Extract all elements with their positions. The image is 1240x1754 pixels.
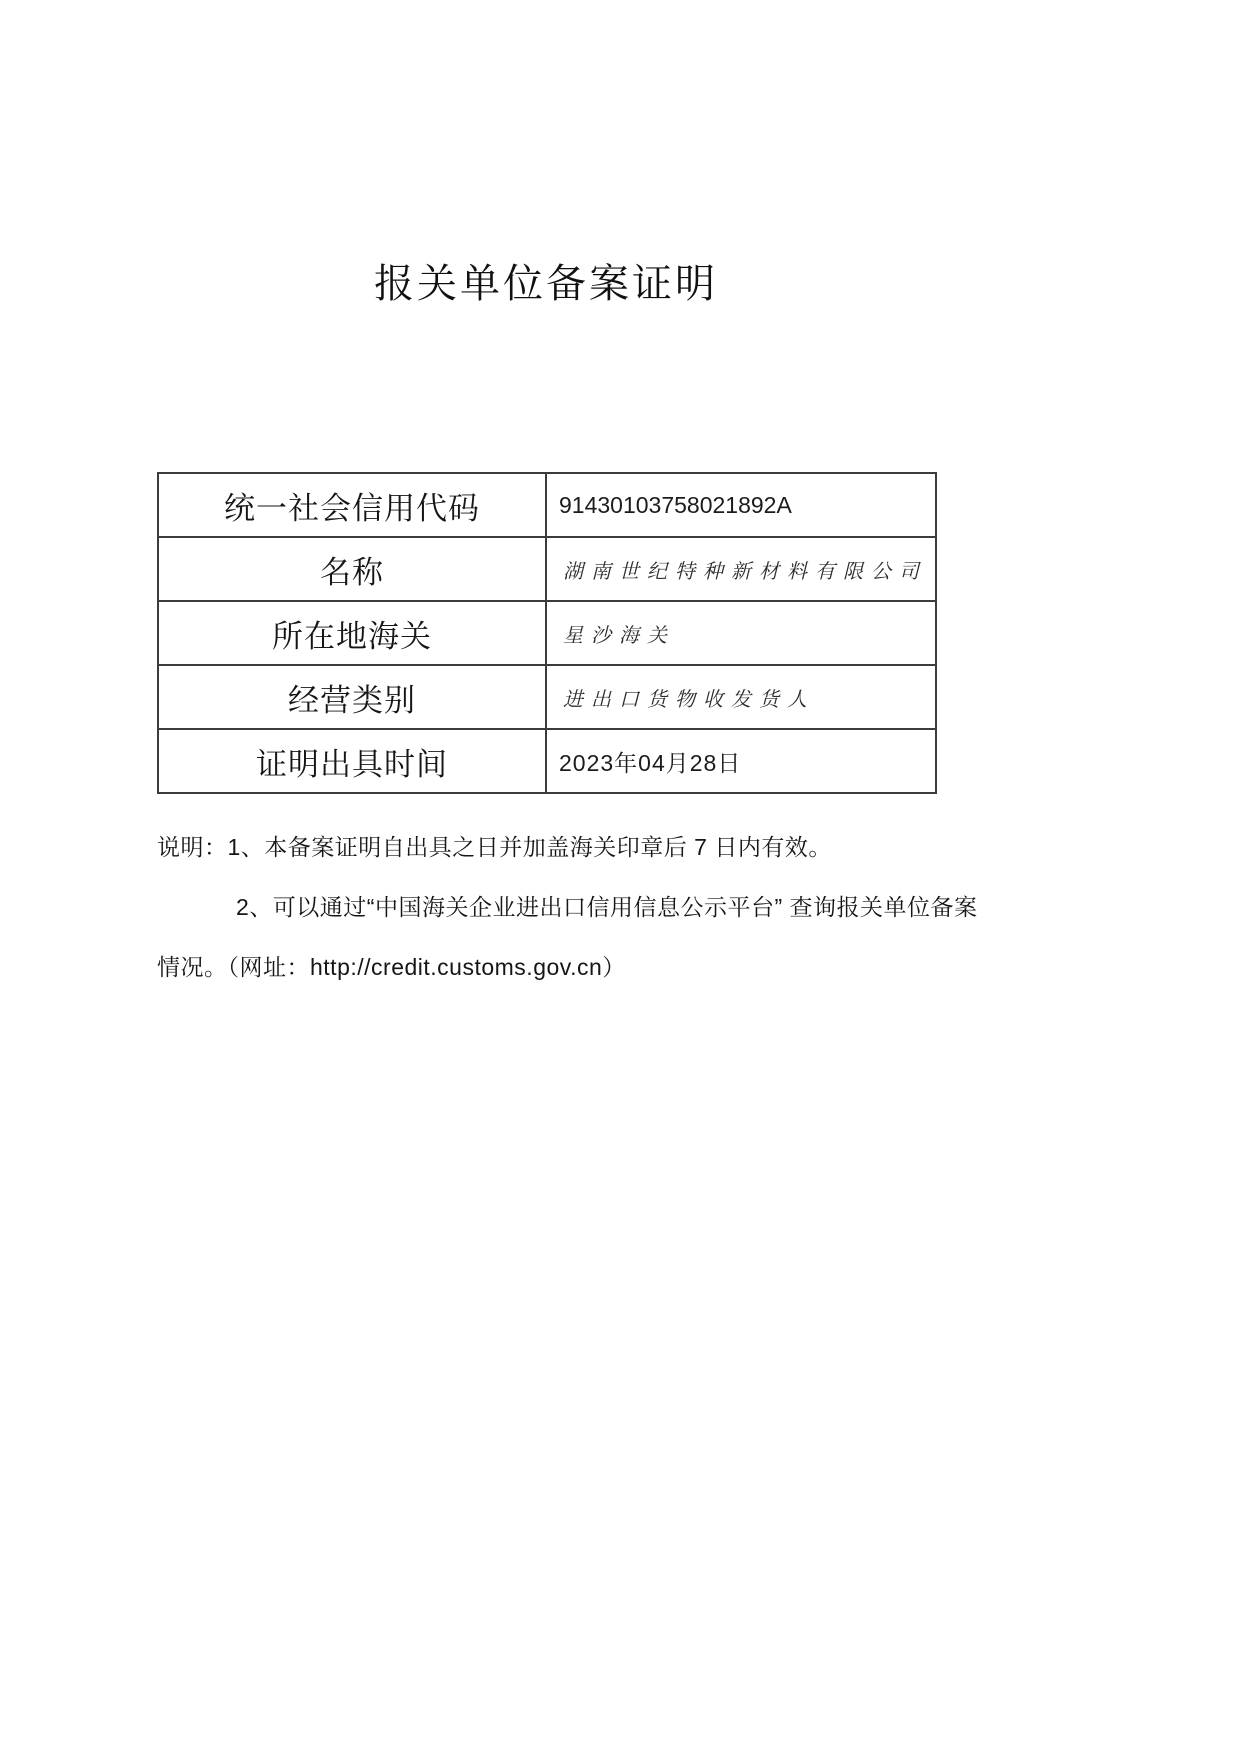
field-label-issue-date: 证明出具时间 bbox=[158, 729, 546, 793]
note-line-validity: 说明：1、本备案证明自出具之日并加盖海关印章后 7 日内有效。 bbox=[157, 834, 832, 860]
note-line-platform: 2、可以通过“中国海关企业进出口信用信息公示平台” 查询报关单位备案 bbox=[236, 894, 978, 920]
table-row-customs-location bbox=[158, 601, 936, 665]
field-label-customs-location: 所在地海关 bbox=[158, 601, 546, 665]
document-title: 报关单位备案证明 bbox=[374, 262, 718, 306]
table-row-credit-code bbox=[158, 473, 936, 537]
field-value-business-category: 进出口货物收发货人 bbox=[546, 665, 936, 729]
note-line-url: 情况。（网址：http://credit.customs.gov.cn） bbox=[157, 954, 626, 980]
field-value-issue-date: 2023年04月28日 bbox=[546, 729, 936, 793]
field-label-name: 名称 bbox=[158, 537, 546, 601]
field-value-credit-code: 91430103758021892A bbox=[546, 473, 936, 537]
registration-table bbox=[157, 472, 937, 794]
table-row-business-category bbox=[158, 665, 936, 729]
table-row-name bbox=[158, 537, 936, 601]
field-label-business-category: 经营类别 bbox=[158, 665, 546, 729]
field-value-customs-location: 星沙海关 bbox=[546, 601, 936, 665]
table-row-issue-date bbox=[158, 729, 936, 793]
field-label-credit-code: 统一社会信用代码 bbox=[158, 473, 546, 537]
field-value-name: 湖南世纪特种新材料有限公司 bbox=[546, 537, 936, 601]
